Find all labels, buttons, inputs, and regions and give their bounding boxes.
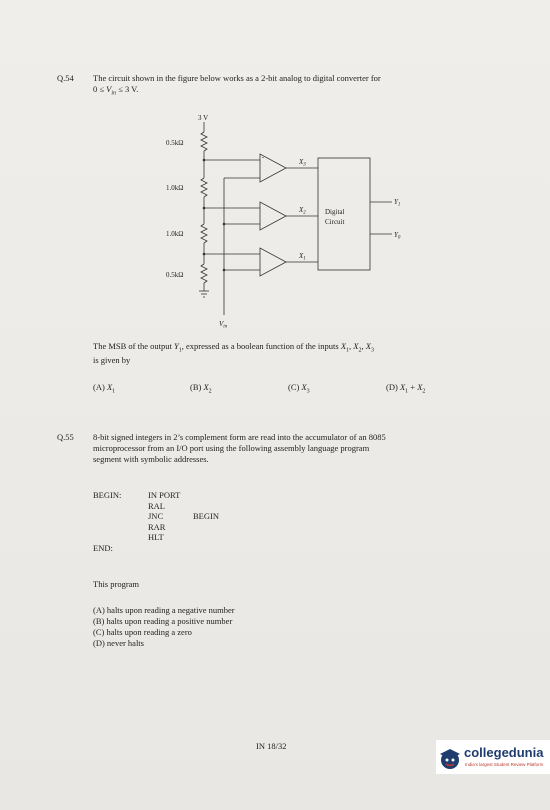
question-number: Q.55 [57, 432, 74, 442]
question-text: The circuit shown in the figure below works as a 2-bit analog to digital converter for [93, 73, 381, 83]
page-number: IN 18/32 [256, 741, 287, 751]
code-line: RAL [148, 500, 165, 511]
block-label: Digital [325, 208, 345, 216]
resistor-label: 0.5kΩ [166, 271, 184, 279]
brand-tagline: India's largest Student Review Platform [465, 762, 544, 767]
block-label: Circuit [325, 218, 345, 226]
question-text: 8-bit signed integers in 2’s complement form are read into the accumulator of an 8085 [93, 432, 386, 442]
option-b[interactable]: (B) $X_2$ [190, 382, 212, 395]
output-label-y0: $Y_0$ [394, 231, 401, 241]
code-instructions [148, 490, 180, 543]
question-number: Q.54 [57, 73, 74, 83]
output-label-y1: $Y_1$ [394, 198, 401, 208]
signal-label-x3: $X_3$ [299, 158, 306, 168]
option-a[interactable]: (A) $X_1$ [93, 382, 116, 395]
graduation-cap-icon [438, 746, 462, 770]
option-c[interactable]: (C) $X_3$ [288, 382, 310, 395]
code-line: RAR [148, 521, 166, 532]
question-text: microprocessor from an I/O port using the following assembly language program [93, 443, 370, 453]
resistor-label: 1.0kΩ [166, 230, 184, 238]
code-line: JNC [148, 511, 164, 521]
question-text: segment with symbolic addresses. [93, 454, 209, 464]
supply-label: 3 V [198, 114, 209, 122]
question-prompt: This program [93, 579, 140, 589]
signal-label-x1: $X_1$ [299, 252, 306, 262]
brand-name: collegedunia [464, 745, 544, 760]
option-c[interactable]: (C) halts upon reading a zero [93, 627, 192, 637]
option-d[interactable]: (D) never halts [93, 638, 144, 648]
code-labels [93, 490, 121, 553]
option-b[interactable]: (B) halts upon reading a positive number [93, 616, 233, 626]
question-stem: The MSB of the output $Y_1$, expressed as a boolean function of the inputs $X_1$, $X_2$, $X_3$ [93, 341, 374, 354]
option-d[interactable]: (D) $X_1 + X_2$ [386, 382, 426, 395]
adc-circuit-figure [160, 110, 420, 340]
code-label-begin: BEGIN: [93, 490, 122, 500]
resistor-label: 0.5kΩ [166, 139, 184, 147]
option-a[interactable]: (A) halts upon reading a negative number [93, 605, 235, 615]
code-line: IN PORT [148, 490, 181, 500]
code-argument: BEGIN [193, 511, 219, 521]
signal-label-x2: $X_2$ [299, 206, 306, 216]
input-label-vin: $V_{in}$ [219, 320, 228, 330]
code-line: HLT [148, 532, 164, 542]
question-stem: is given by [93, 355, 131, 365]
code-label-end: END: [93, 542, 113, 553]
question-text: $0 \le V_{in} \le 3$ V. [93, 84, 139, 97]
resistor-label: 1.0kΩ [166, 184, 184, 192]
